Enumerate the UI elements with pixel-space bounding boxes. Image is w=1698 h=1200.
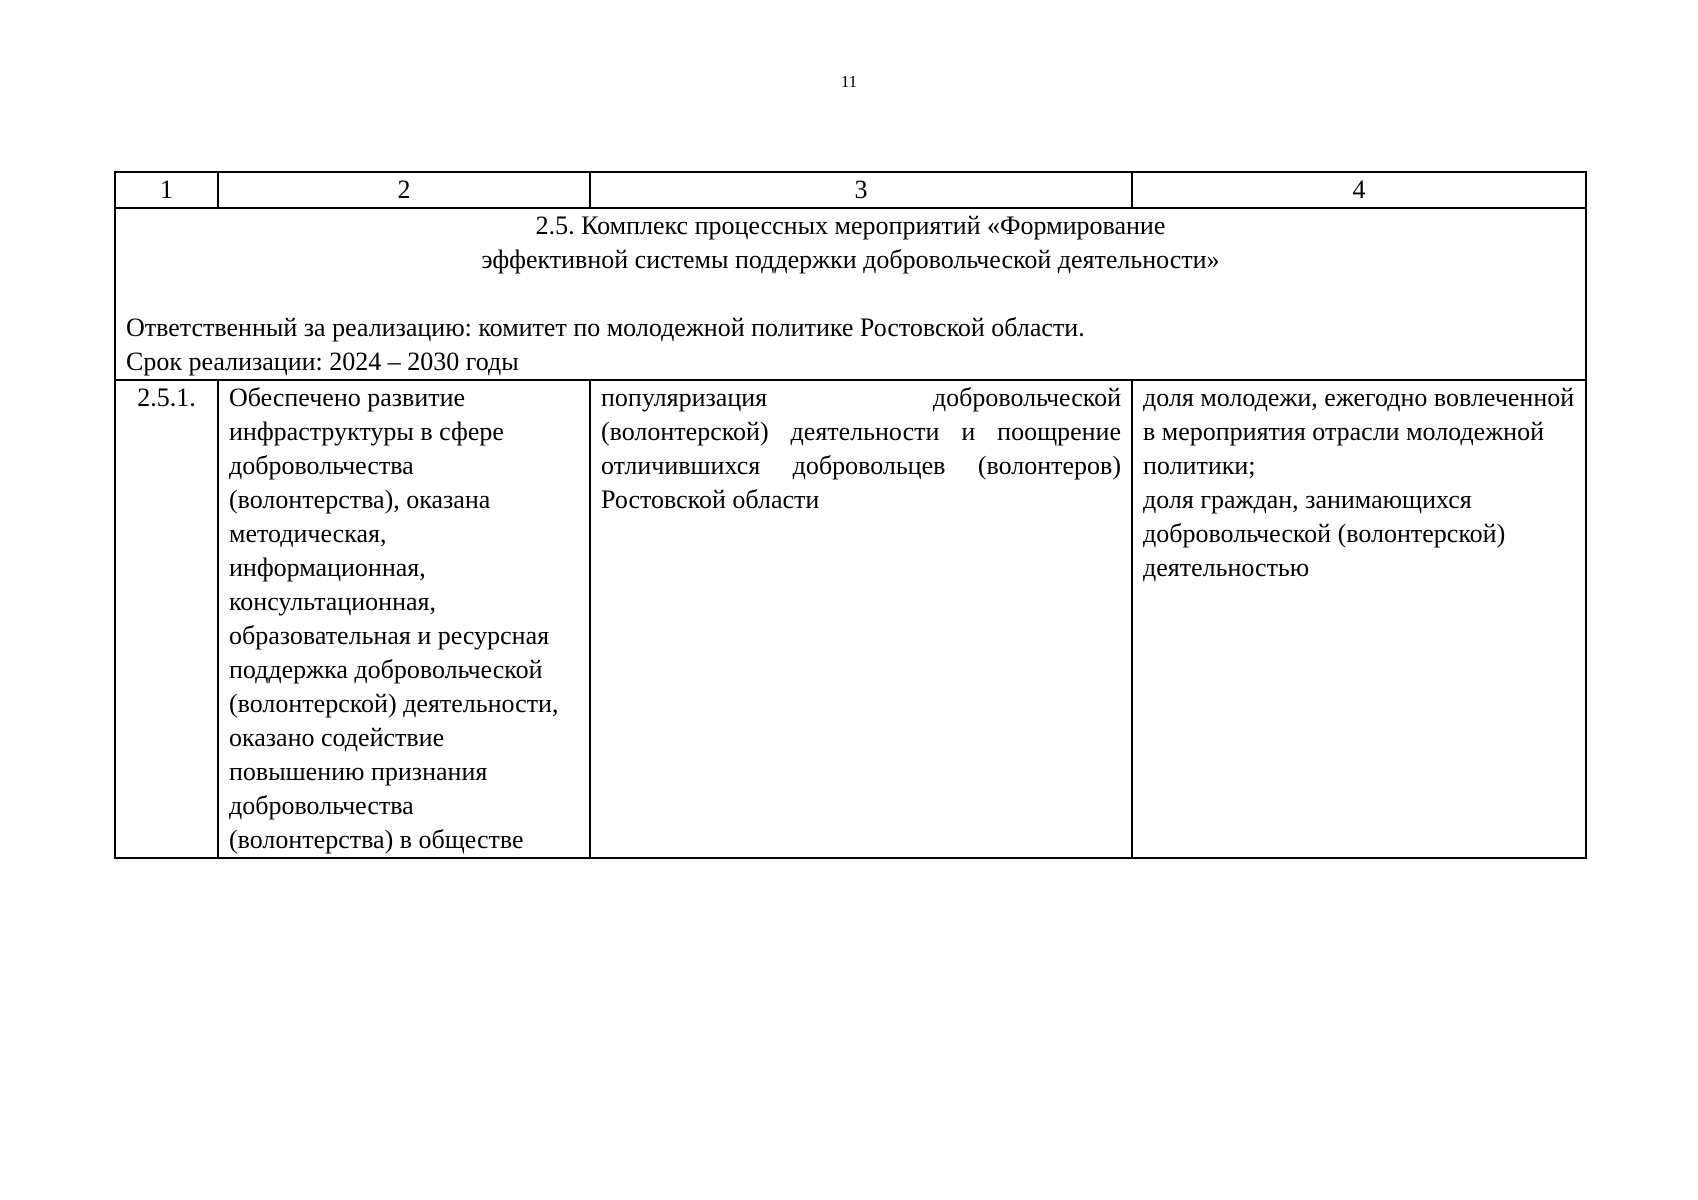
row-indicators — [1132, 380, 1586, 858]
column-header-3: 3 — [590, 172, 1132, 208]
row-number: 2.5.1. — [115, 380, 218, 858]
section-period: Срок реализации: 2024 – 2030 годы — [126, 347, 519, 376]
measures-table — [114, 171, 1587, 859]
column-header-4: 4 — [1132, 172, 1586, 208]
section-title-line-1: 2.5. Комплекс процессных мероприятий «Формирование — [535, 211, 1166, 240]
column-header-2: 2 — [218, 172, 590, 208]
section-title-line-2: эффективной системы поддержки добровольческой деятельности» — [481, 245, 1220, 274]
section-responsible: Ответственный за реализацию: комитет по молодежной политике Ростовской области. — [126, 313, 1085, 342]
row-task: Обеспечено развитие инфраструктуры в сфере добровольчества (волонтерства), оказана методическая, информационная, консультационная, образовательная и ресурсная поддержка добровольческой (волонтерской) деятельности, оказано содействие повышению признания добровольчества (волонтерства) в обществе — [218, 380, 590, 858]
indicator-1: доля молодежи, ежегодно вовлеченной в мероприятия отрасли молодежной политики; — [1143, 383, 1575, 480]
header-row — [115, 172, 1586, 208]
section-row — [115, 208, 1586, 380]
section-spacer — [116, 277, 1585, 311]
section-cell — [115, 208, 1586, 380]
column-header-1: 1 — [115, 172, 218, 208]
page-number: 11 — [840, 72, 858, 91]
table-row — [115, 380, 1586, 858]
indicator-2: доля граждан, занимающихся добровольческой (волонтерской) деятельностью — [1143, 485, 1506, 582]
row-description: популяризация добровольческой (волонтерской) деятельности и поощрение отличившихся добровольцев (волонтеров) Ростовской области — [590, 380, 1132, 858]
